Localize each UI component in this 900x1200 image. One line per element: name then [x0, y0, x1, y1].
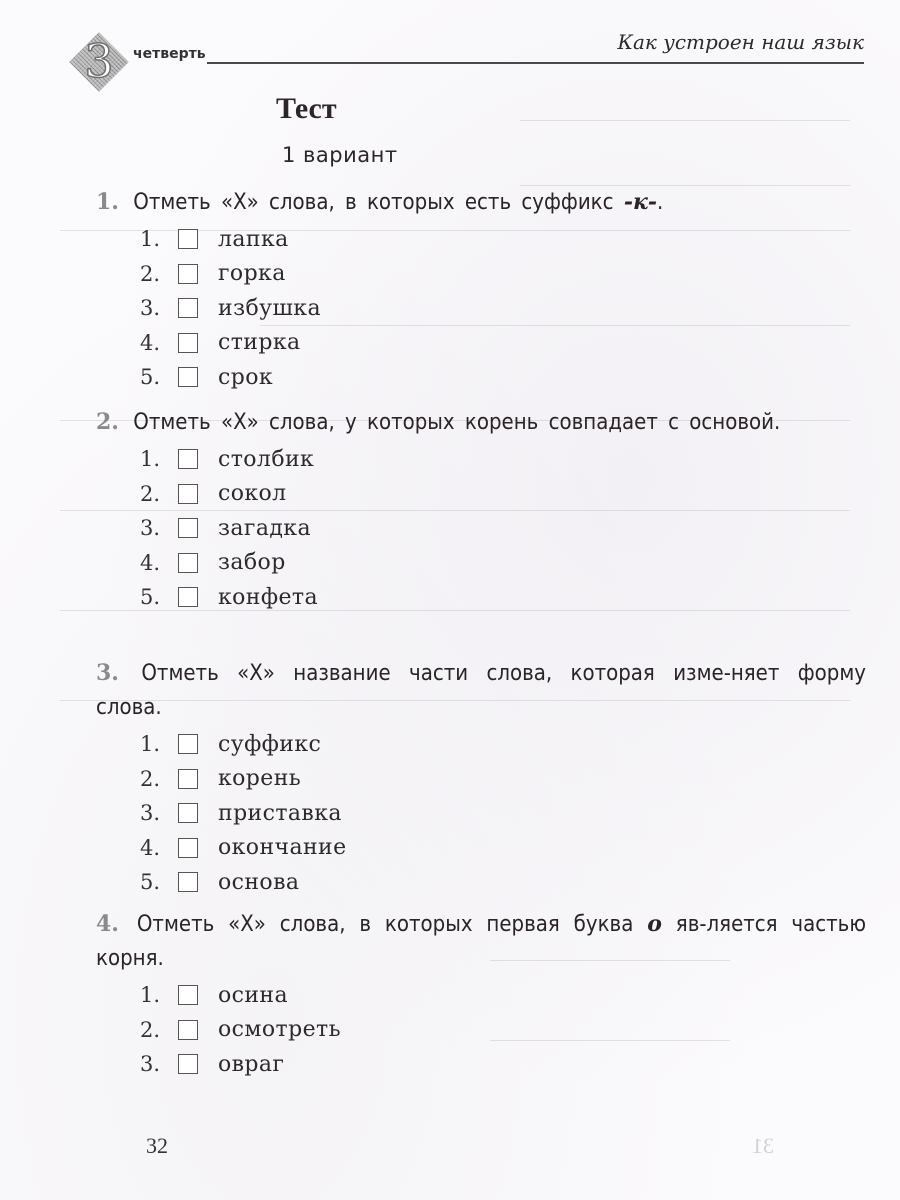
page-title: Тест: [276, 92, 337, 125]
question-text: 3. Отметь «Х» название части слова, которая изме-няет форму слова.: [96, 660, 866, 720]
answer-option[interactable]: 5. срок: [140, 364, 273, 390]
answer-options: [96, 222, 866, 395]
answer-checkbox[interactable]: [178, 367, 198, 387]
answer-checkbox[interactable]: [178, 484, 198, 504]
answer-options: [96, 727, 866, 900]
answer-option[interactable]: 1. суффикс: [140, 731, 322, 757]
question-2: [96, 405, 866, 615]
quarter-badge: [70, 33, 128, 91]
quarter-label: четверть: [133, 46, 206, 62]
answer-checkbox[interactable]: [178, 518, 198, 538]
answer-checkbox[interactable]: [178, 1020, 198, 1040]
answer-option[interactable]: 5. конфета: [140, 584, 318, 610]
answer-option[interactable]: 2. осмотреть: [140, 1017, 341, 1043]
answer-option[interactable]: 3. избушка: [140, 295, 321, 321]
header-divider: [207, 62, 864, 64]
answer-option[interactable]: 4. окончание: [140, 835, 347, 861]
reverse-page-number: 31: [752, 1133, 774, 1158]
question-text: 2. Отметь «Х» слова, у которых корень совпадает с основой.: [96, 409, 781, 435]
answer-checkbox[interactable]: [178, 985, 198, 1005]
section-title: Как устроен наш язык: [617, 30, 864, 54]
answer-option[interactable]: 3. овраг: [140, 1051, 285, 1077]
answer-option[interactable]: 5. основа: [140, 869, 300, 895]
page-number: 32: [146, 1133, 168, 1158]
answer-checkbox[interactable]: [178, 264, 198, 284]
answer-options: [96, 442, 866, 615]
answer-checkbox[interactable]: [178, 333, 198, 353]
answer-checkbox[interactable]: [178, 734, 198, 754]
question-text: 1. Отметь «Х» слова, в которых есть суффикс -к-.: [96, 189, 664, 215]
question-3: [96, 656, 866, 900]
question-number: 1.: [96, 189, 119, 215]
question-4: [96, 907, 866, 1082]
answer-option[interactable]: 1. столбик: [140, 446, 315, 472]
answer-checkbox[interactable]: [178, 838, 198, 858]
answer-checkbox[interactable]: [178, 803, 198, 823]
question-number: 2.: [96, 409, 119, 435]
question-text: 4. Отметь «Х» слова, в которых первая буква о яв-ляется частью корня.: [96, 911, 866, 971]
answer-option[interactable]: 3. приставка: [140, 800, 342, 826]
answer-checkbox[interactable]: [178, 872, 198, 892]
question-number: 3.: [96, 660, 119, 686]
answer-option[interactable]: 3. загадка: [140, 515, 311, 541]
answer-option[interactable]: 1. лапка: [140, 226, 289, 252]
page-header: [0, 0, 900, 100]
answer-checkbox[interactable]: [178, 553, 198, 573]
answer-option[interactable]: 2. сокол: [140, 481, 287, 507]
answer-option[interactable]: 4. забор: [140, 550, 286, 576]
answer-checkbox[interactable]: [178, 298, 198, 318]
answer-checkbox[interactable]: [178, 229, 198, 249]
answer-checkbox[interactable]: [178, 587, 198, 607]
answer-checkbox[interactable]: [178, 769, 198, 789]
answer-option[interactable]: 2. горка: [140, 261, 286, 287]
answer-option[interactable]: 2. корень: [140, 766, 302, 792]
answer-checkbox[interactable]: [178, 1054, 198, 1074]
question-1: [96, 185, 866, 395]
answer-option[interactable]: 4. стирка: [140, 330, 301, 356]
answer-options: [96, 978, 866, 1082]
variant-label: 1 вариант: [282, 143, 398, 167]
question-number: 4.: [96, 911, 119, 937]
answer-option[interactable]: 1. осина: [140, 982, 289, 1008]
answer-checkbox[interactable]: [178, 449, 198, 469]
quarter-number: 3: [84, 34, 114, 88]
